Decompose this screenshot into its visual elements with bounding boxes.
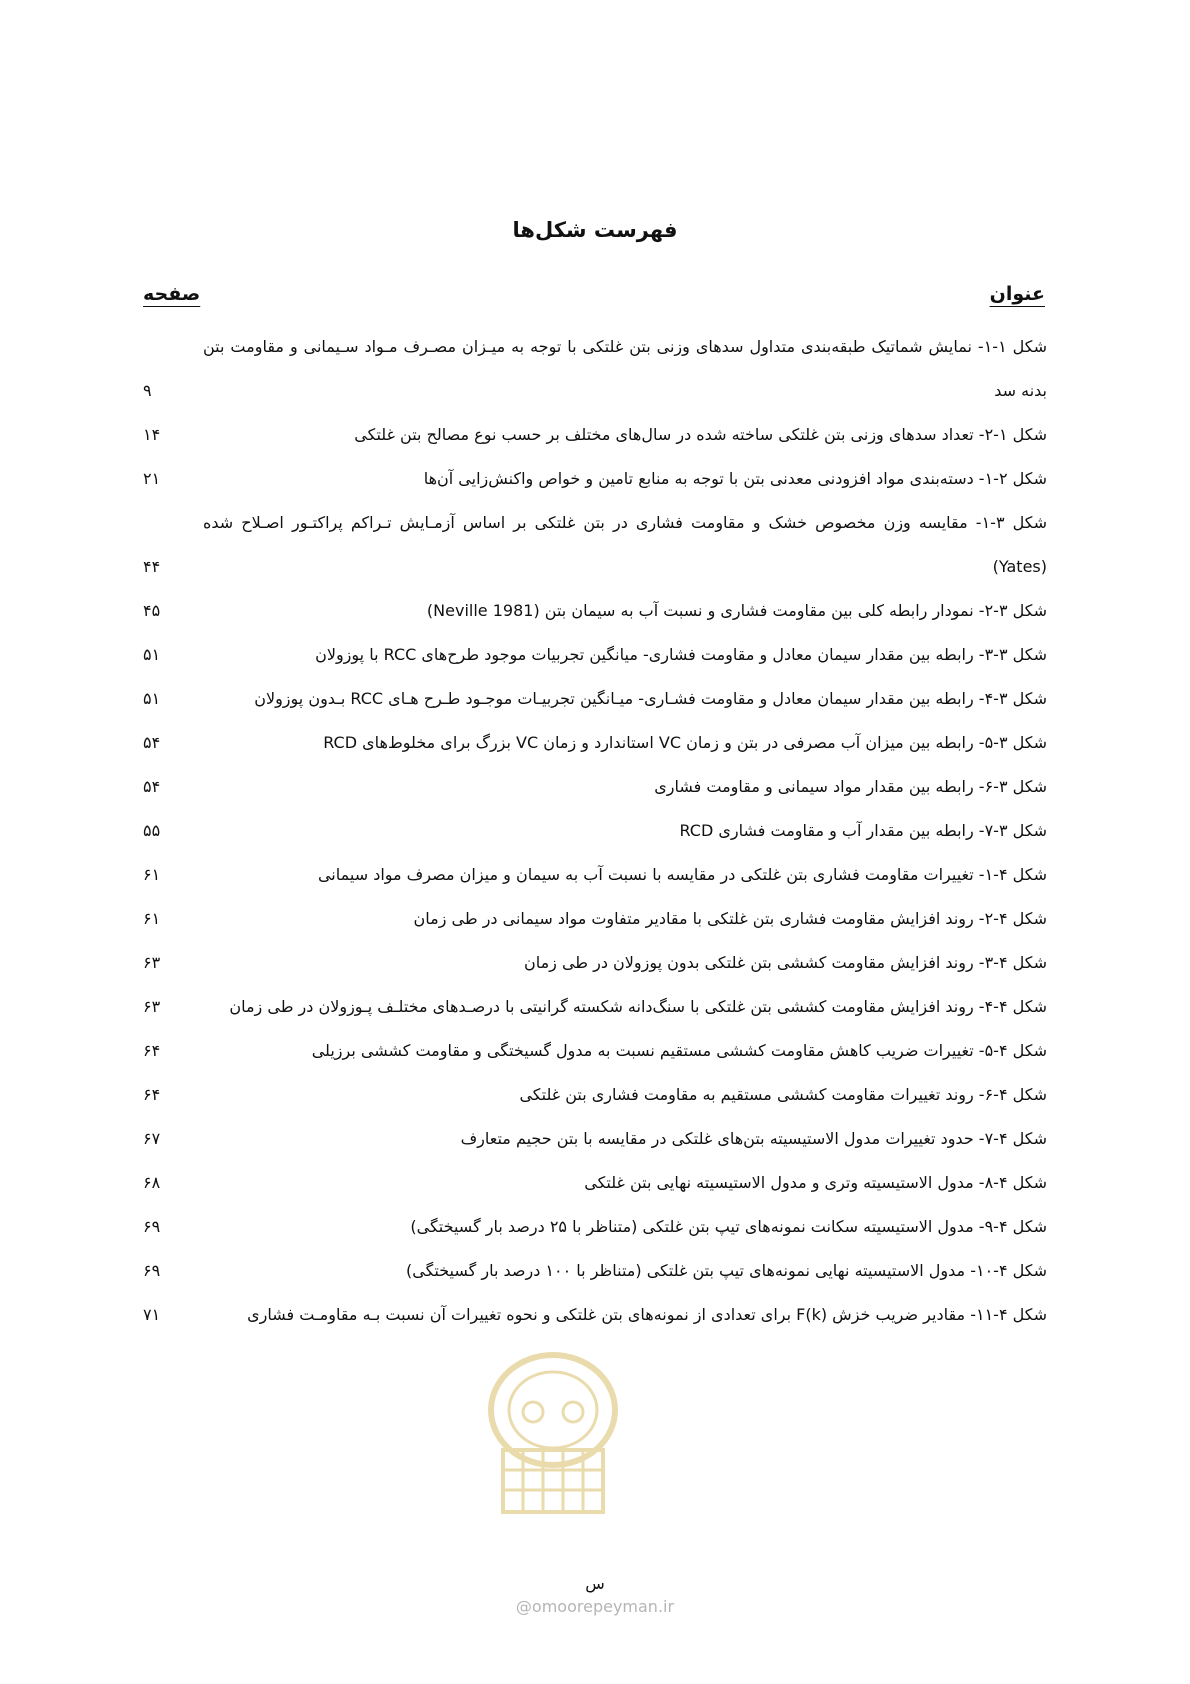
toc-entry [143,853,1047,897]
toc-entry [143,589,1047,633]
entry-page-number: ۱۴ [143,425,161,444]
entry-title: شکل ۳-۲- نمودار رابطه کلی بین مقاومت فشاری و نسبت آب به سیمان بتن (Neville 1981) [426,601,1047,620]
entry-page-number: ۵۵ [143,821,161,840]
page-title: فهرست شکل‌ها [512,218,678,242]
entry-page-number: ۶۳ [143,953,161,972]
entry-title: شکل ۳-۴- رابطه بین مقدار سیمان معادل و مقاومت فشـاری- میـانگین تجربیـات موجـود طـرح هـای RCC بـدون پوزولان [254,689,1047,708]
entry-page-number: ۶۷ [143,1129,161,1148]
figure-list [143,325,1047,1337]
entry-page-number: ۵۱ [143,689,161,708]
entry-title: شکل ۳-۳- رابطه بین مقدار سیمان معادل و مقاومت فشاری- میانگین تجربیات موجود طرح‌های RCC با پوزولان [315,645,1047,664]
toc-entry [143,633,1047,677]
entry-page-number: ۴۴ [143,557,161,576]
toc-entry [143,765,1047,809]
page-number: س [585,1574,605,1593]
entry-title: شکل ۴-۹- مدول الاستیسیته سکانت نمونه‌های تیپ بتن غلتکی (متناظر با ۲۵ درصد بار گسیختگی) [410,1217,1047,1236]
entry-title: شکل ۱-۲- تعداد سدهای وزنی بتن غلتکی ساخته شده در سال‌های مختلف بر حسب نوع مصالح بتن غلتکی [354,425,1047,444]
entry-page-number: ۶۴ [143,1041,161,1060]
toc-entry [143,809,1047,853]
entry-title: شکل ۳-۱- مقایسه وزن مخصوص خشک و مقاومت فشاری در بتن غلتکی بر اساس آزمـایش تـراکم پراکتـور اصـلاح شده (Yates) [203,513,1047,576]
toc-entry [143,325,1047,413]
toc-entry [143,1293,1047,1337]
entry-page-number: ۶۱ [143,865,161,884]
entry-title: شکل ۴-۱۱- مقادیر ضریب خزش F(k) برای تعدادی از نمونه‌های بتن غلتکی و نحوه تغییرات آن نسبت بـه مقاومـت فشاری [247,1305,1047,1324]
entry-page-number: ۶۴ [143,1085,161,1104]
entry-page-number: ۶۱ [143,909,161,928]
toc-entry [143,677,1047,721]
entry-title: شکل ۴-۱۰- مدول الاستیسیته نهایی نمونه‌های تیپ بتن غلتکی (متناظر با ۱۰۰ درصد بار گسیختگی) [405,1261,1047,1280]
entry-page-number: ۶۹ [143,1261,161,1280]
entry-page-number: ۵۴ [143,733,161,752]
toc-entry [143,1205,1047,1249]
entry-page-number: ۲۱ [143,469,161,488]
entry-title: شکل ۴-۵- تغییرات ضریب کاهش مقاومت کششی مستقیم نسبت به مدول گسیختگی و مقاومت کششی برزیلی [311,1041,1047,1060]
entry-page-number: ۶۳ [143,997,161,1016]
entry-title: شکل ۴-۸- مدول الاستیسیته وتری و مدول الاستیسیته نهایی بتن غلتکی [584,1173,1047,1192]
toc-entry [143,985,1047,1029]
toc-entry [143,721,1047,765]
watermark-seal-icon [478,1350,628,1520]
entry-title: شکل ۳-۶- رابطه بین مقدار مواد سیمانی و مقاومت فشاری [654,777,1047,796]
entry-title: شکل ۴-۷- حدود تغییرات مدول الاستیسیته بتن‌های غلتکی در مقایسه با بتن حجیم متعارف [460,1129,1047,1148]
title-column-header: عنوان [989,283,1045,305]
toc-entry [143,897,1047,941]
page-column-header: صفحه [143,283,201,305]
entry-page-number: ۶۸ [143,1173,161,1192]
entry-title: شکل ۴-۲- روند افزایش مقاومت فشاری بتن غلتکی با مقادیر متفاوت مواد سیمانی در طی زمان [413,909,1047,928]
toc-entry [143,457,1047,501]
toc-entry [143,1029,1047,1073]
entry-page-number: ۹ [143,381,152,400]
toc-entry [143,941,1047,985]
entry-title: شکل ۴-۱- تغییرات مقاومت فشاری بتن غلتکی در مقایسه با نسبت آب به سیمان و میزان مصرف مواد سیمانی [317,865,1047,884]
entry-title: شکل ۴-۳- روند افزایش مقاومت کششی بتن غلتکی بدون پوزولان در طی زمان [523,953,1047,972]
entry-page-number: ۷۱ [143,1305,161,1324]
entry-title: شکل ۱-۱- نمایش شماتیک طبقه‌بندی متداول سدهای وزنی بتن غلتکی با توجه به میـزان مصـرف مـواد سـیمانی و مقاومت بتن بدنه سد [203,337,1047,400]
entry-page-number: ۴۵ [143,601,161,620]
toc-entry [143,1161,1047,1205]
entry-title: شکل ۴-۶- روند تغییرات مقاومت کششی مستقیم به مقاومت فشاری بتن غلتکی [519,1085,1047,1104]
entry-title: شکل ۳-۵- رابطه بین میزان آب مصرفی در بتن و زمان VC استاندارد و زمان VC بزرگ برای مخلوط‌های RCD [323,733,1047,752]
toc-entry [143,1073,1047,1117]
toc-entry [143,1249,1047,1293]
toc-entry [143,413,1047,457]
toc-entry [143,1117,1047,1161]
watermark-url: @omoorepeyman.ir [515,1597,675,1616]
entry-title: شکل ۳-۷- رابطه بین مقدار آب و مقاومت فشاری RCD [679,821,1047,840]
entry-title: شکل ۴-۴- روند افزایش مقاومت کششی بتن غلتکی با سنگ‌دانه شکسته گرانیتی با درصـدهای مختلـف پـوزولان در طی زمان [229,997,1047,1016]
entry-page-number: ۵۱ [143,645,161,664]
entry-page-number: ۵۴ [143,777,161,796]
entry-title: شکل ۲-۱- دسته‌بندی مواد افزودنی معدنی بتن با توجه به منابع تامین و خواص واکنش‌زایی آن‌ها [423,469,1047,488]
entry-page-number: ۶۹ [143,1217,161,1236]
toc-entry [143,501,1047,589]
